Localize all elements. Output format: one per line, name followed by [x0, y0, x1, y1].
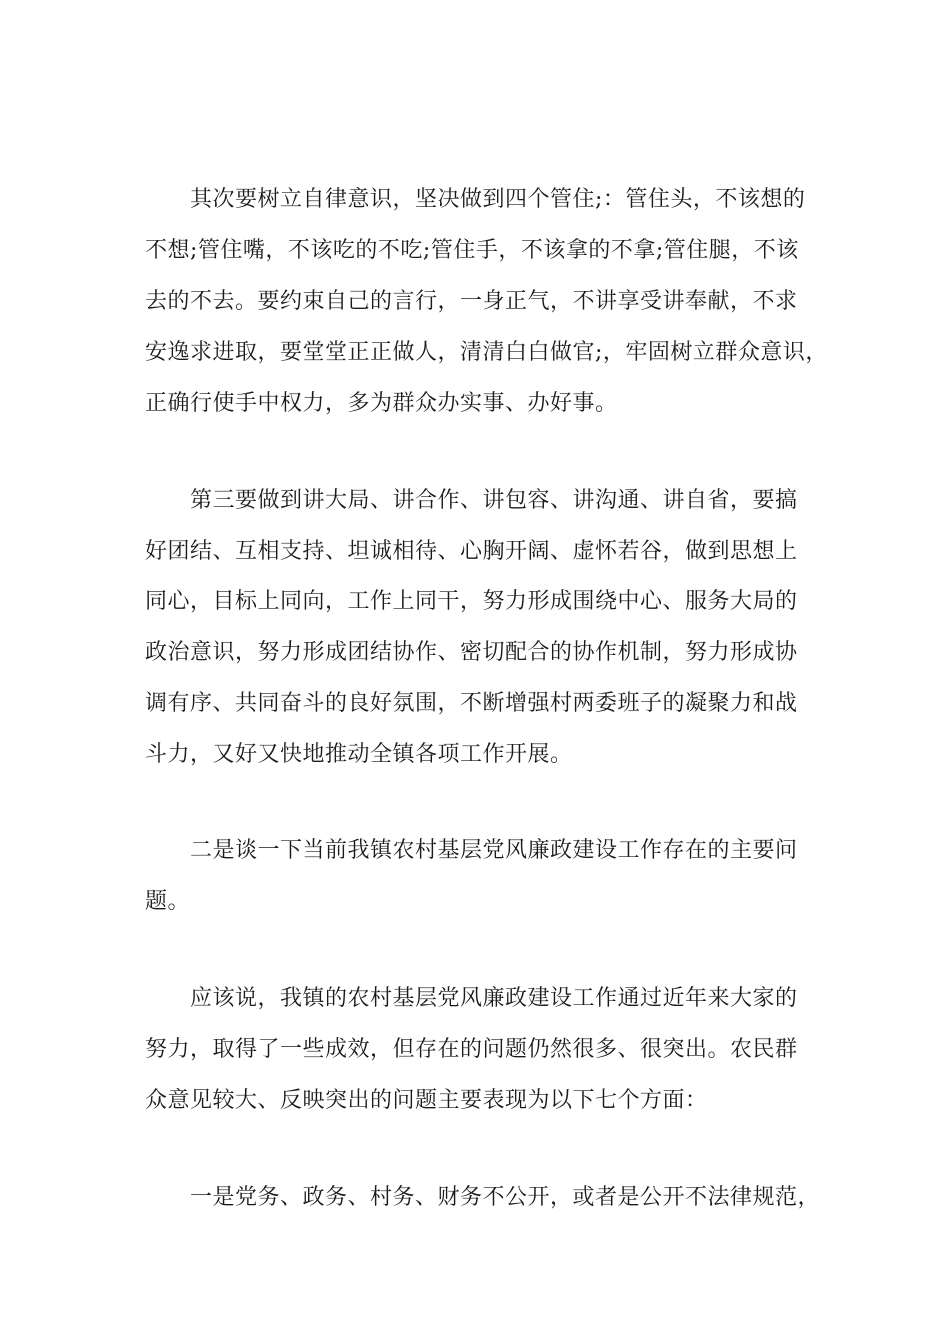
paragraph-1-line-1: 其次要树立自律意识，坚决做到四个管住;：管住头，不该想的	[190, 187, 806, 212]
paragraph-3-line-2: 题。	[145, 889, 191, 914]
paragraph-3-line-1: 二是谈一下当前我镇农村基层党风廉政建设工作存在的主要问	[190, 838, 798, 863]
paragraph-1-line-5: 正确行使手中权力，多为群众办实事、办好事。	[145, 391, 618, 416]
paragraph-4-line-1: 应该说，我镇的农村基层党风廉政建设工作通过近年来大家的	[190, 986, 798, 1011]
paragraph-4-line-2: 努力，取得了一些成效，但存在的问题仍然很多、很突出。农民群	[145, 1037, 798, 1062]
paragraph-2-line-1: 第三要做到讲大局、讲合作、讲包容、讲沟通、讲自省，要搞	[190, 488, 798, 513]
paragraph-1-line-3: 去的不去。要约束自己的言行，一身正气，不讲享受讲奉献，不求	[145, 289, 798, 314]
paragraph-2-line-5: 调有序、共同奋斗的良好氛围，不断增强村两委班子的凝聚力和战	[145, 691, 798, 716]
paragraph-2-line-4: 政治意识，努力形成团结协作、密切配合的协作机制，努力形成协	[145, 640, 798, 665]
paragraph-1-line-4: 安逸求进取，要堂堂正正做人，清清白白做官;，牢固树立群众意识，	[145, 340, 828, 365]
paragraph-4-line-3: 众意见较大、反映突出的问题主要表现为以下七个方面：	[145, 1088, 708, 1113]
paragraph-5-line-1: 一是党务、政务、村务、财务不公开，或者是公开不法律规范，	[190, 1185, 821, 1210]
paragraph-2-line-6: 斗力，又好又快地推动全镇各项工作开展。	[145, 742, 573, 767]
paragraph-1-line-2: 不想;管住嘴，不该吃的不吃;管住手，不该拿的不拿;管住腿，不该	[145, 238, 799, 263]
paragraph-2-line-3: 同心，目标上同向，工作上同干，努力形成围绕中心、服务大局的	[145, 589, 798, 614]
paragraph-2-line-2: 好团结、互相支持、坦诚相待、心胸开阔、虚怀若谷，做到思想上	[145, 539, 798, 564]
